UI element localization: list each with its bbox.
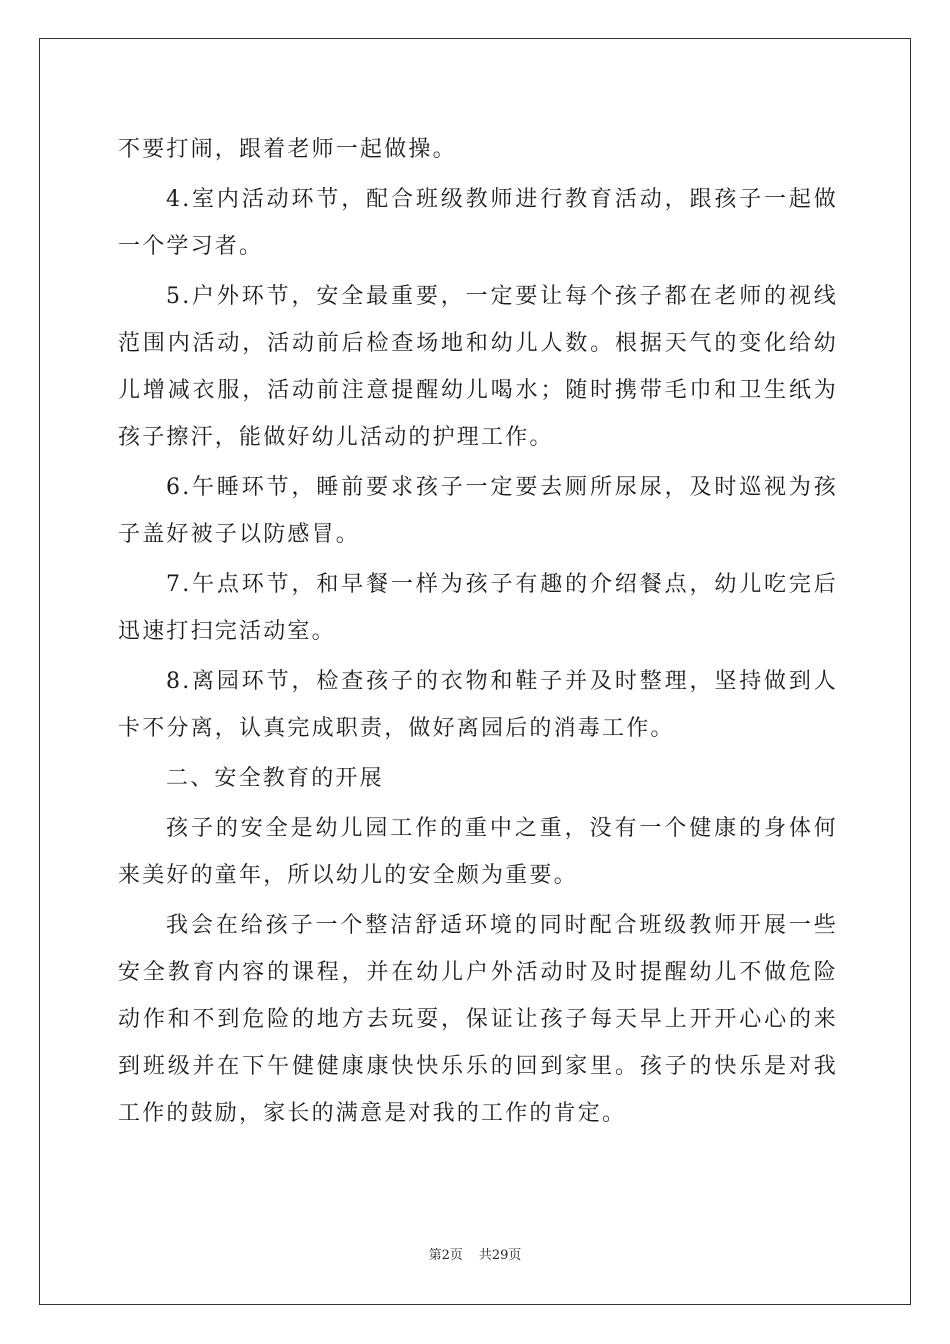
paragraph-item-4: 4.室内活动环节，配合班级教师进行教育活动，跟孩子一起做一个学习者。 [118,187,838,259]
paragraph-continuation: 不要打闹，跟着老师一起做操。 [118,137,457,162]
paragraph-safety-plan: 我会在给孩子一个整洁舒适环境的同时配合班级教师开展一些安全教育内容的课程，并在幼儿户外活动时及时提醒幼儿不做危险动作和不到危险的地方去玩耍，保证让孩子每天早上开开心心的来到班级并在下午健健康康快快乐乐的回到家里。孩子的快乐是对我工作的鼓励，家长的满意是对我的工作的肯定。 [118,913,838,1126]
paragraph-item-7: 7.午点环节，和早餐一样为孩子有趣的介绍餐点，幼儿吃完后迅速打扫完活动室。 [118,572,838,644]
paragraph-item-6: 6.午睡环节，睡前要求孩子一定要去厕所尿尿，及时巡视为孩子盖好被子以防感冒。 [118,475,838,547]
page-footer [0,1247,950,1265]
paragraph-item-8: 8.离园环节，检查孩子的衣物和鞋子并及时整理，坚持做到人卡不分离，认真完成职责，做好离园后的消毒工作。 [118,669,838,741]
document-body [118,126,838,1137]
paragraph-safety-intro: 孩子的安全是幼儿园工作的重中之重，没有一个健康的身体何来美好的童年，所以幼儿的安全颇为重要。 [118,816,838,888]
section-heading: 二、安全教育的开展 [166,766,384,791]
page-total: 共29页 [478,1248,522,1263]
page-number: 第2页 [428,1248,463,1263]
paragraph-item-5: 5.户外环节，安全最重要，一定要让每个孩子都在老师的视线范围内活动，活动前后检查场地和幼儿人数。根据天气的变化给幼儿增减衣服，活动前注意提醒幼儿喝水；随时携带毛巾和卫生纸为孩子擦汗，能做好幼儿活动的护理工作。 [118,284,838,450]
